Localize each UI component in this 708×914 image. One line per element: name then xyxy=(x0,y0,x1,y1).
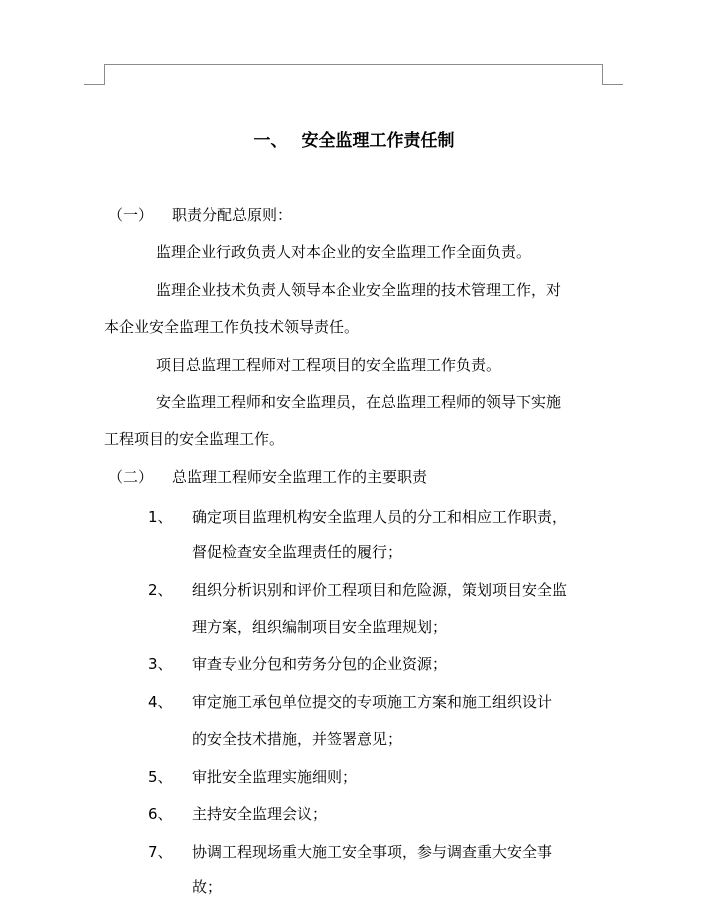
list-item-number: 4、 xyxy=(148,693,173,711)
section-number: （一） xyxy=(108,206,154,224)
list-item-text: 审批安全监理实施细则； xyxy=(192,768,358,786)
list-item-text: 确定项目监理机构安全监理人员的分工和相应工作职责， xyxy=(192,508,568,526)
list-item-text-continuation: 故； xyxy=(192,878,223,896)
paragraph: 监理企业技术负责人领导本企业安全监理的技术管理工作，对 xyxy=(156,281,562,299)
title-text: 安全监理工作责任制 xyxy=(301,131,455,151)
list-item-number: 2、 xyxy=(148,581,173,599)
section-heading-1 xyxy=(108,205,292,225)
paragraph-continuation: 工程项目的安全监理工作。 xyxy=(104,430,285,448)
section-number: （二） xyxy=(108,468,154,486)
list-item-number: 5、 xyxy=(148,768,173,786)
paragraph-continuation: 本企业安全监理工作负技术领导责任。 xyxy=(104,318,360,336)
list-item-text: 组织分析识别和评价工程项目和危险源，策划项目安全监 xyxy=(192,581,568,599)
header-rule xyxy=(104,64,602,65)
list-item-text: 审查专业分包和劳务分包的企业资源； xyxy=(192,655,448,673)
header-corner-mark-right xyxy=(602,64,623,85)
list-item-number: 1、 xyxy=(148,508,173,526)
section-heading-text: 职责分配总原则： xyxy=(172,206,293,224)
header-corner-mark-left xyxy=(84,64,105,85)
paragraph: 监理企业行政负责人对本企业的安全监理工作全面负责。 xyxy=(156,243,532,261)
title-number: 一、 xyxy=(253,131,288,151)
list-item-text-continuation: 督促检查安全监理责任的履行； xyxy=(192,543,403,561)
list-item-text: 审定施工承包单位提交的专项施工方案和施工组织设计 xyxy=(192,693,553,711)
list-item-number: 6、 xyxy=(148,805,173,823)
section-heading-2 xyxy=(108,467,427,487)
paragraph: 安全监理工程师和安全监理员，在总监理工程师的领导下实施 xyxy=(156,393,562,411)
list-item-text: 协调工程现场重大施工安全事项，参与调查重大安全事 xyxy=(192,843,553,861)
list-item-number: 3、 xyxy=(148,655,173,673)
paragraph: 项目总监理工程师对工程项目的安全监理工作负责。 xyxy=(156,356,502,374)
list-item-text-continuation: 理方案，组织编制项目安全监理规划； xyxy=(192,618,448,636)
list-item-text: 主持安全监理会议； xyxy=(192,805,328,823)
document-title xyxy=(0,130,708,152)
section-heading-text: 总监理工程师安全监理工作的主要职责 xyxy=(172,468,428,486)
list-item-text-continuation: 的安全技术措施，并签署意见； xyxy=(192,730,403,748)
list-item-number: 7、 xyxy=(148,843,173,861)
